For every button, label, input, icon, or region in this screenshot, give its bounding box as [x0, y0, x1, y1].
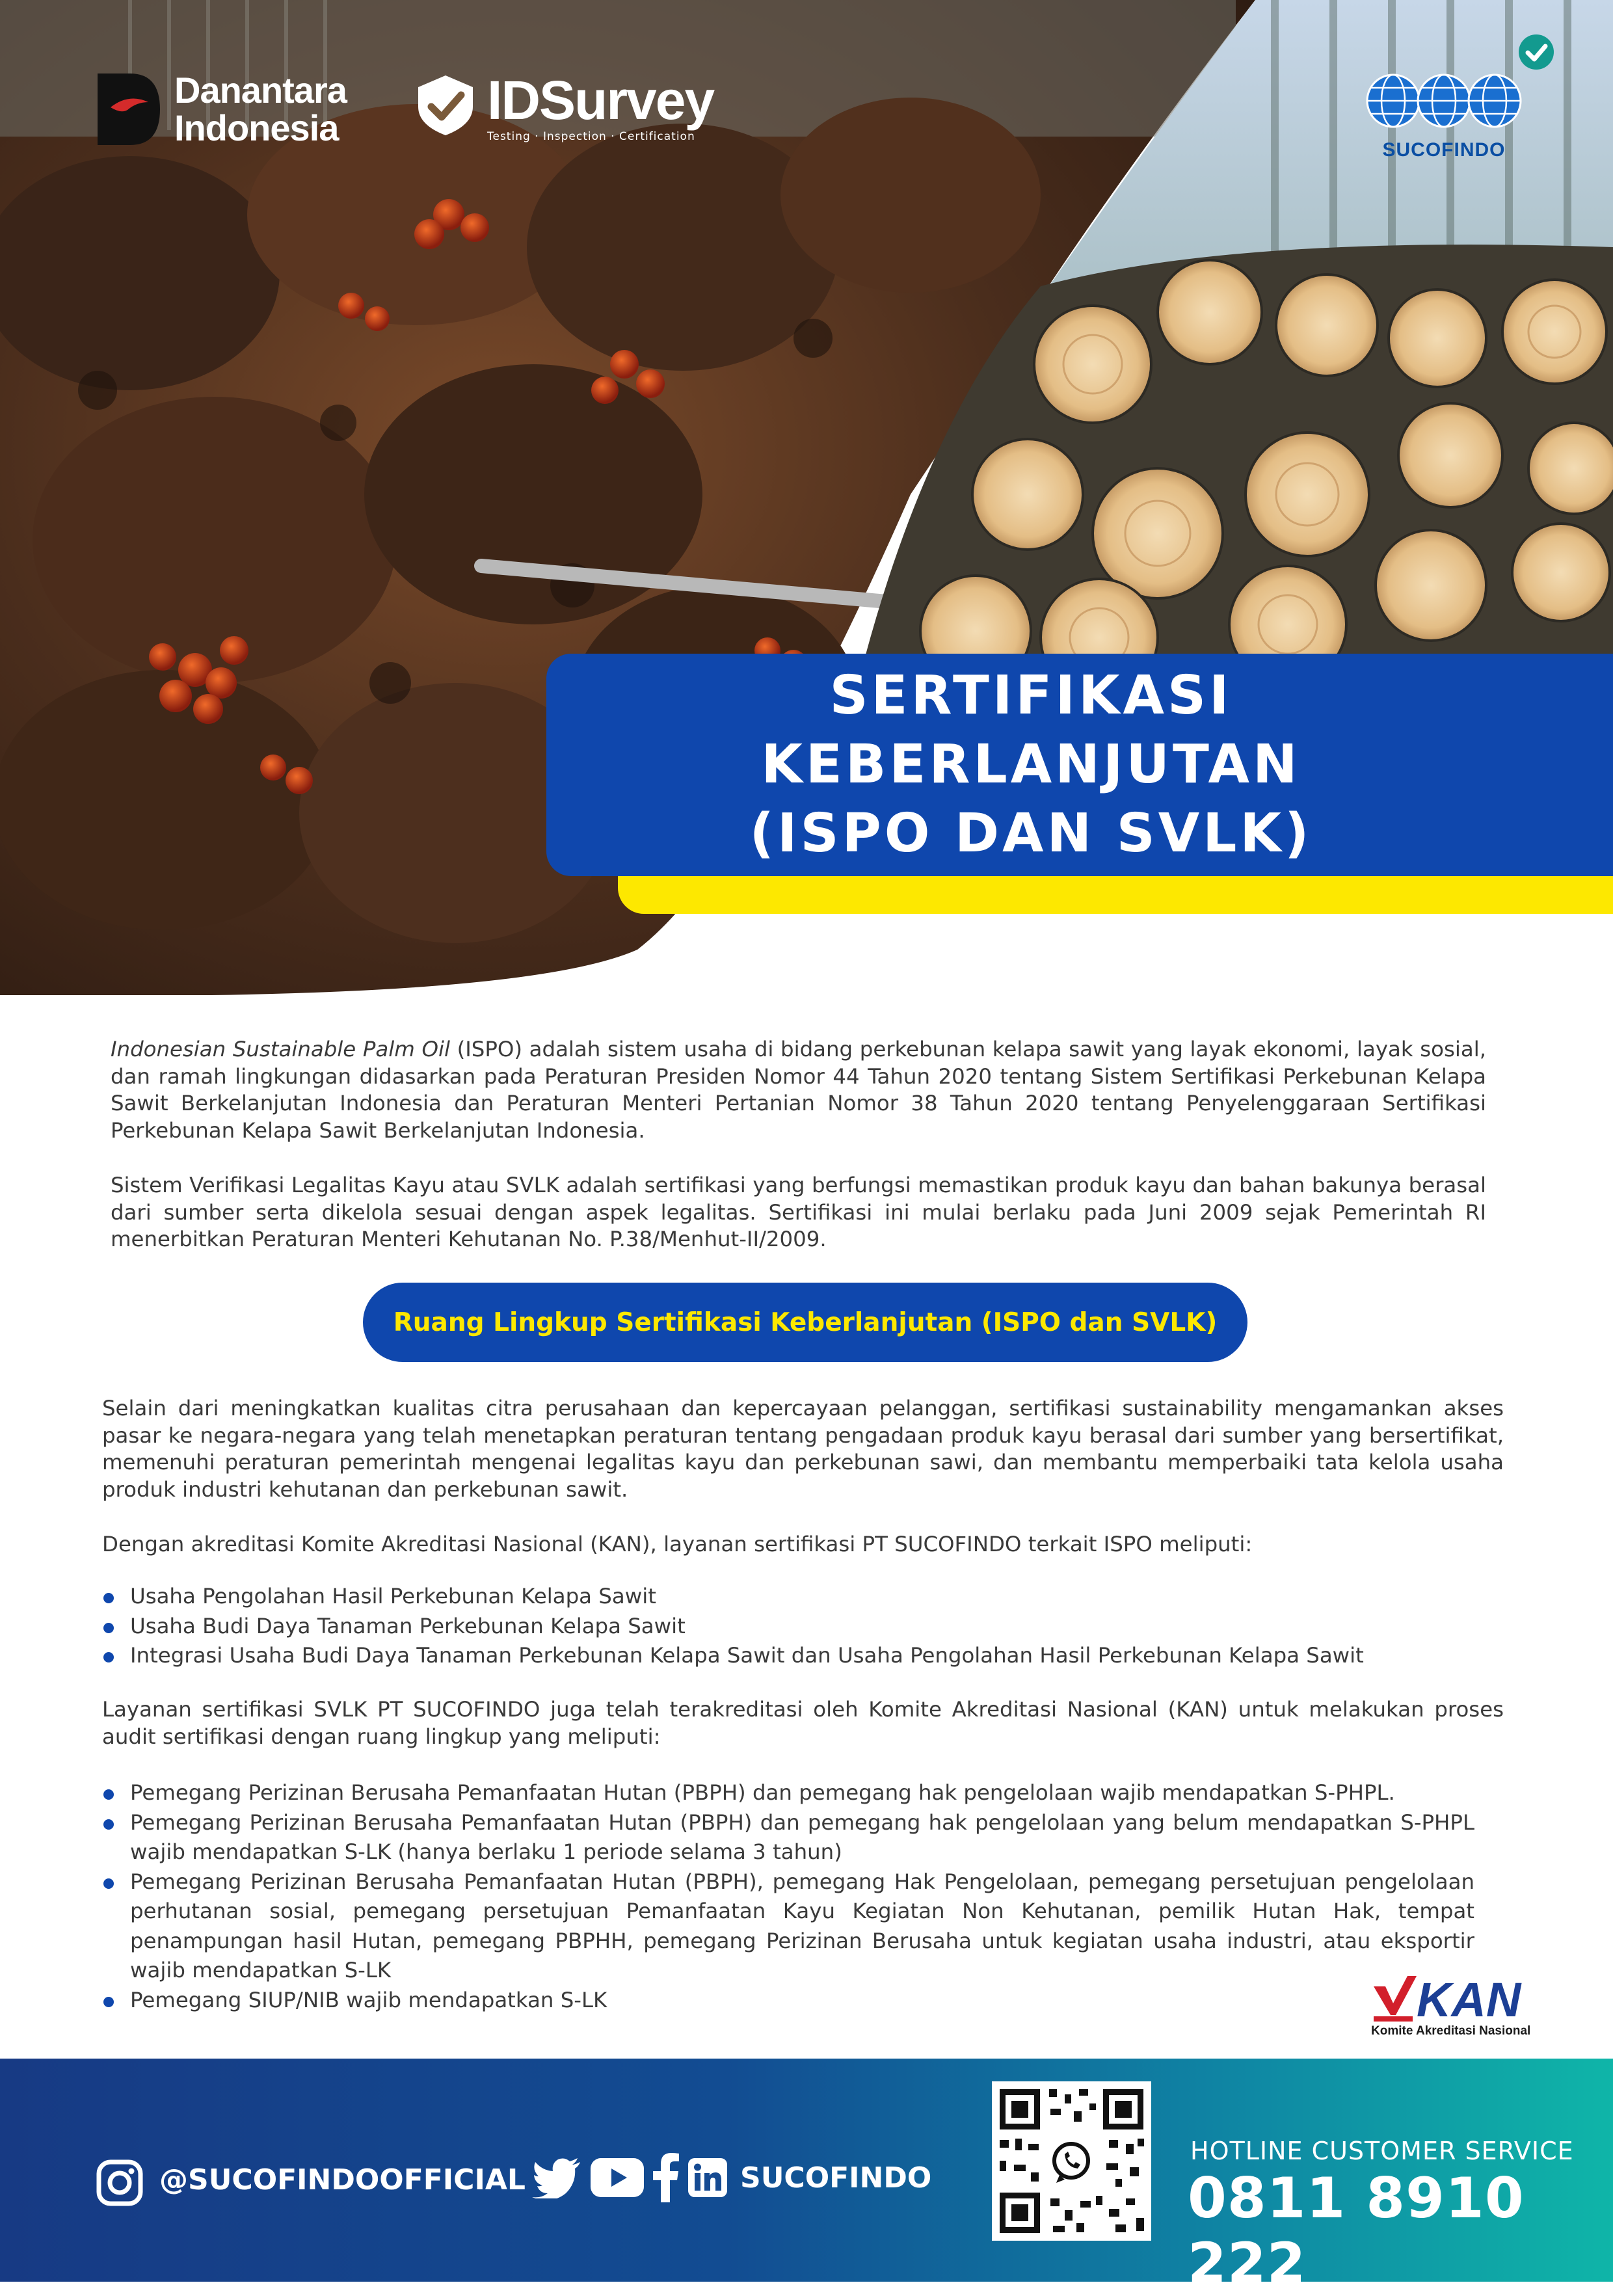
- danantara-logo: [98, 72, 347, 147]
- sucofindo-logo-name: SUCOFINDO: [1382, 139, 1506, 161]
- social-links: [532, 2153, 931, 2202]
- sucofindo-logo: [1366, 65, 1522, 161]
- list-item-text: Usaha Budi Daya Tanaman Perkebunan Kelapa Sawit: [130, 1613, 686, 1638]
- linkedin-icon[interactable]: [688, 2158, 727, 2197]
- bullet-icon: [103, 1623, 114, 1633]
- scope-heading: Ruang Lingkup Sertifikasi Keberlanjutan (ISPO dan SVLK): [393, 1307, 1218, 1337]
- facebook-icon[interactable]: [653, 2153, 679, 2202]
- instagram-handle[interactable]: @SUCOFINDOOFFICIAL: [159, 2163, 526, 2196]
- bullet-icon: [103, 1789, 114, 1800]
- idsurvey-check-icon: [413, 73, 478, 138]
- bullet-icon: [103, 1878, 114, 1889]
- list-item-text: Pemegang Perizinan Berusaha Pemanfaatan Hutan (PBPH) dan pemegang hak pengelolaan yang belum mendapatkan S-PHPL wajib mendapatkan S-LK (hanya berlaku 1 periode selama 3 tahun): [130, 1809, 1474, 1864]
- sucofindo-badge-check-icon: [1517, 33, 1556, 72]
- list-item: [102, 1582, 1481, 1612]
- bullet-icon: [103, 1652, 114, 1662]
- list-item-text: Usaha Pengolahan Hasil Perkebunan Kelapa Sawit: [130, 1584, 656, 1609]
- danantara-emblem-icon: [98, 73, 160, 145]
- benefits-paragraph: Selain dari meningkatkan kualitas citra perusahaan dan kepercayaan pelanggan, sertifikasi sustainability mengamankan akses pasar ke negara-negara yang telah menetapkan peraturan tentang pengadaan produk kayu berasal dari sumber yang bersertifikat, memenuhi peraturan pemerintah mengenai legalitas kayu dan perkebunan sawi, dan membantu memperbaiki tata kelola usaha produk industri kehutanan dan perkebunan sawit.: [102, 1396, 1504, 1502]
- list-item-text: Integrasi Usaha Budi Daya Tanaman Perkebunan Kelapa Sawit dan Usaha Pengolahan Hasil Perkebunan Kelapa Sawit: [130, 1643, 1364, 1668]
- hero-banner: [0, 0, 1613, 995]
- hotline-number[interactable]: 0811 8910 222: [1188, 2166, 1525, 2296]
- list-item-text: Pemegang Perizinan Berusaha Pemanfaatan Hutan (PBPH) dan pemegang hak pengelolaan wajib mendapatkan S-PHPL.: [130, 1780, 1395, 1805]
- sucofindo-globes-icon: [1366, 65, 1522, 137]
- danantara-logo-line2: Indonesia: [174, 107, 339, 148]
- idsurvey-logo-name: IDSurvey: [487, 70, 714, 131]
- idsurvey-logo: [413, 70, 714, 143]
- twitter-icon[interactable]: [532, 2157, 581, 2198]
- ispo-scope-list: [102, 1582, 1481, 1671]
- instagram-icon[interactable]: [96, 2159, 143, 2206]
- svlk-intro-paragraph: Sistem Verifikasi Legalitas Kayu atau SVLK adalah sertifikasi yang berfungsi memastikan produk kayu dan bahan bakunya berasal dari sumber serta dikelola sesuai dengan aspek legalitas. Sertifikasi ini mulai berlaku pada Juni 2009 sejak Pemerintah RI menerbitkan Peraturan Menteri Kehutanan No. P.38/Menhut-II/2009.: [111, 1173, 1486, 1251]
- ispo-intro-text: (ISPO) adalah sistem usaha di bidang perkebunan kelapa sawit yang layak ekonomi, layak sosial, dan ramah lingkungan didasarkan pada Peraturan Presiden Nomor 44 Tahun 2020 tentang Sistem Sertifikasi Perkebunan Kelapa Sawit Berkelanjutan Indonesia dan Peraturan Menteri Pertanian Nomor 38 Tahun 2020 tentang Penyelenggaraan Sertifikasi Perkebunan Kelapa Sawit Berkelanjutan Indonesia.: [111, 1037, 1486, 1143]
- title-line-2: (ISPO DAN SVLK): [749, 803, 1313, 864]
- kan-logo-text: KAN: [1417, 1973, 1521, 2024]
- idsurvey-tagline: Testing · Inspection · Certification: [487, 130, 695, 143]
- kan-logo: [1371, 1972, 1540, 2038]
- list-item-text: Pemegang Perizinan Berusaha Pemanfaatan Hutan (PBPH), pemegang Hak Pengelolaan, pemegang persetujuan pengelolaan perhutanan sosial, pemegang persetujuan Pemanfaatan Kayu Kegiatan Non Kehutanan, pemilik Hutan Hak, tempat penampungan hasil Hutan, pemegang PBPHH, pemegang Perizinan Berusaha untuk kegiatan usaha industri, atau eksportir wajib mendapatkan S-LK: [130, 1869, 1474, 1982]
- ispo-scope-intro: Dengan akreditasi Komite Akreditasi Nasional (KAN), layanan sertifikasi PT SUCOFINDO terkait ISPO meliputi:: [102, 1532, 1253, 1556]
- ispo-intro-paragraph: [111, 1036, 1486, 1144]
- list-item: [102, 1808, 1474, 1867]
- bullet-icon: [103, 1593, 114, 1603]
- danantara-logo-line1: Danantara: [174, 70, 347, 111]
- list-item-text: Pemegang SIUP/NIB wajib mendapatkan S-LK: [130, 1987, 607, 2012]
- svlk-scope-list: [102, 1778, 1474, 2015]
- svlk-scope-intro: Layanan sertifikasi SVLK PT SUCOFINDO juga telah terakreditasi oleh Komite Akreditasi Nasional (KAN) untuk melakukan proses audit sertifikasi dengan ruang lingkup yang meliputi:: [102, 1697, 1504, 1749]
- bullet-icon: [103, 1819, 114, 1830]
- bullet-icon: [103, 1997, 114, 2007]
- hotline-label: HOTLINE CUSTOMER SERVICE: [1190, 2137, 1574, 2165]
- list-item: [102, 1867, 1474, 1986]
- kan-caption: Komite Akreditasi Nasional: [1371, 2024, 1531, 2038]
- kan-emblem-icon: [1371, 1972, 1540, 2024]
- list-item: [102, 1641, 1481, 1671]
- title-banner: [546, 654, 1613, 876]
- list-item: [102, 1778, 1474, 1808]
- social-account-name[interactable]: SUCOFINDO: [740, 2161, 932, 2195]
- title-line-1: SERTIFIKASI KEBERLANJUTAN: [761, 665, 1301, 795]
- ispo-term: Indonesian Sustainable Palm Oil: [111, 1037, 450, 1061]
- scope-heading-pill: [363, 1283, 1247, 1362]
- list-item: [102, 1612, 1481, 1642]
- whatsapp-qr-code[interactable]: [992, 2081, 1151, 2241]
- youtube-icon[interactable]: [591, 2158, 644, 2197]
- list-item: [102, 1986, 1474, 2016]
